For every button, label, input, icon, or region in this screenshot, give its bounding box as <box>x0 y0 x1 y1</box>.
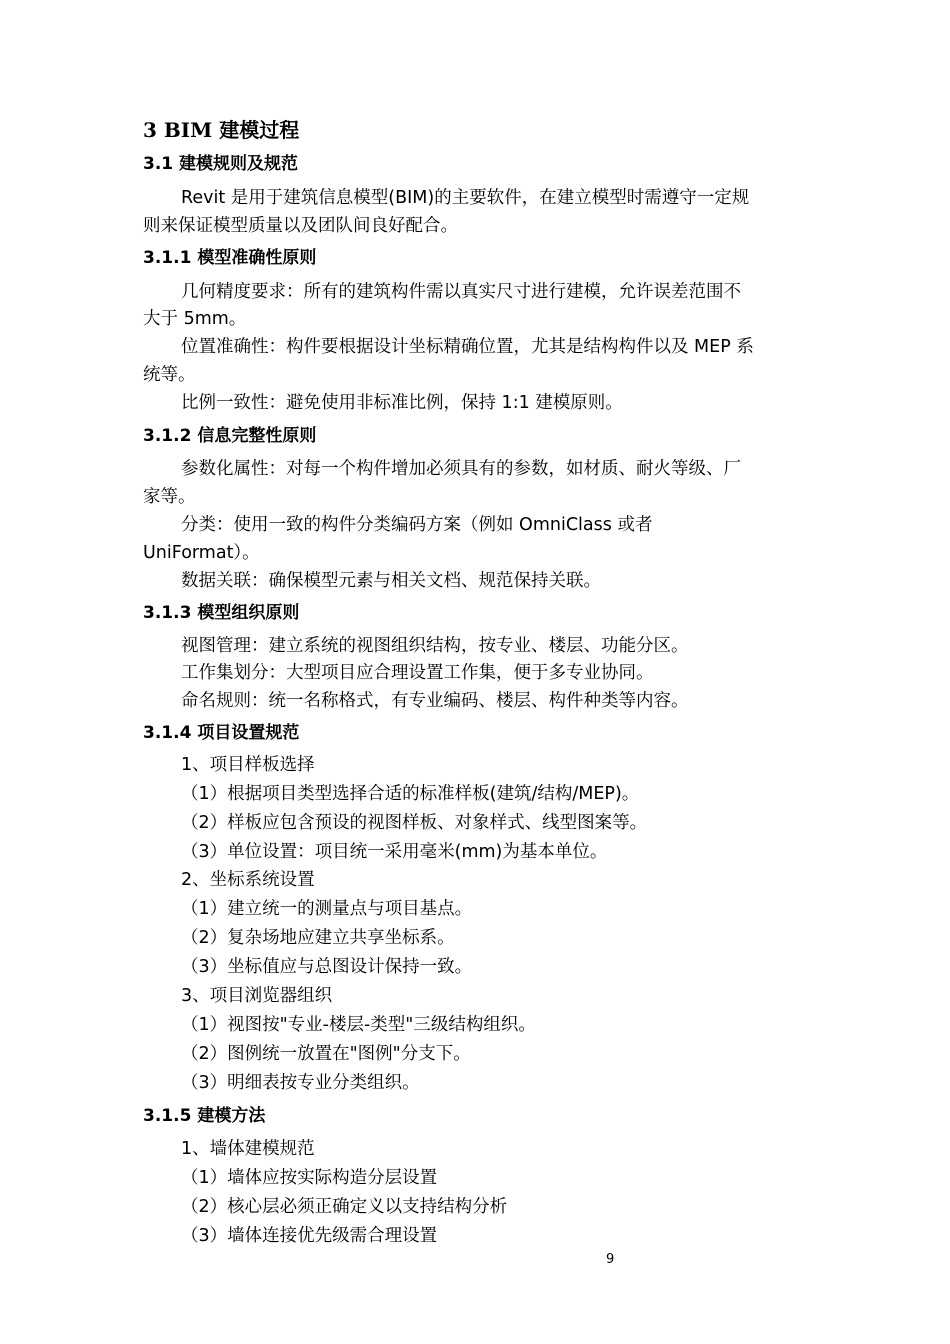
list-item: （1）视图按"专业-楼层-类型"三级结构组织。 <box>181 1015 536 1035</box>
paragraph-line: 大于 5mm。 <box>143 309 247 329</box>
list-item: 2、坐标系统设置 <box>181 870 315 890</box>
heading-chapter-3: 3 BIM 建模过程 <box>143 118 300 142</box>
paragraph-line: 分类：使用一致的构件分类编码方案（例如 OmniClass 或者 <box>181 515 653 535</box>
paragraph-line: UniFormat）。 <box>143 543 260 563</box>
list-item: （2）核心层必须正确定义以支持结构分析 <box>181 1197 508 1217</box>
list-item: （2）样板应包含预设的视图样板、对象样式、线型图案等。 <box>181 813 648 833</box>
list-item: （2）复杂场地应建立共享坐标系。 <box>181 928 455 948</box>
heading-3-1-1: 3.1.1 模型准确性原则 <box>143 248 317 268</box>
paragraph-line: 数据关联：确保模型元素与相关文档、规范保持关联。 <box>181 571 601 591</box>
paragraph-line: 工作集划分：大型项目应合理设置工作集，便于多专业协同。 <box>181 663 654 683</box>
heading-3-1: 3.1 建模规则及规范 <box>143 154 299 174</box>
list-item: 1、墙体建模规范 <box>181 1139 315 1159</box>
list-item: （3）明细表按专业分类组织。 <box>181 1073 420 1093</box>
paragraph-line: 参数化属性：对每一个构件增加必须具有的参数，如材质、耐火等级、厂 <box>181 459 741 479</box>
paragraph-line: 几何精度要求：所有的建筑构件需以真实尺寸进行建模，允许误差范围不 <box>181 282 741 302</box>
list-item: 3、项目浏览器组织 <box>181 986 333 1006</box>
paragraph-line: 则来保证模型质量以及团队间良好配合。 <box>143 216 458 236</box>
list-item: 1、项目样板选择 <box>181 755 315 775</box>
heading-3-1-5: 3.1.5 建模方法 <box>143 1106 266 1126</box>
list-item: （1）墙体应按实际构造分层设置 <box>181 1168 438 1188</box>
paragraph-line: 命名规则：统一名称格式，有专业编码、楼层、构件种类等内容。 <box>181 691 689 711</box>
list-item: （3）坐标值应与总图设计保持一致。 <box>181 957 473 977</box>
heading-3-1-2: 3.1.2 信息完整性原则 <box>143 426 317 446</box>
list-item: （3）单位设置：项目统一采用毫米(mm)为基本单位。 <box>181 842 608 862</box>
heading-3-1-3: 3.1.3 模型组织原则 <box>143 603 300 623</box>
paragraph-line: 家等。 <box>143 487 196 507</box>
list-item: （1）根据项目类型选择合适的标准样板(建筑/结构/MEP)。 <box>181 784 640 804</box>
paragraph-line: 位置准确性：构件要根据设计坐标精确位置，尤其是结构构件以及 MEP 系 <box>181 337 754 357</box>
list-item: （1）建立统一的测量点与项目基点。 <box>181 899 473 919</box>
page-number: 9 <box>606 1252 615 1267</box>
paragraph-line: 视图管理：建立系统的视图组织结构，按专业、楼层、功能分区。 <box>181 636 689 656</box>
list-item: （3）墙体连接优先级需合理设置 <box>181 1226 438 1246</box>
paragraph-line: Revit 是用于建筑信息模型(BIM)的主要软件，在建立模型时需遵守一定规 <box>181 188 750 208</box>
paragraph-line: 统等。 <box>143 365 196 385</box>
heading-3-1-4: 3.1.4 项目设置规范 <box>143 723 300 743</box>
list-item: （2）图例统一放置在"图例"分支下。 <box>181 1044 471 1064</box>
paragraph-line: 比例一致性：避免使用非标准比例，保持 1:1 建模原则。 <box>181 393 623 413</box>
